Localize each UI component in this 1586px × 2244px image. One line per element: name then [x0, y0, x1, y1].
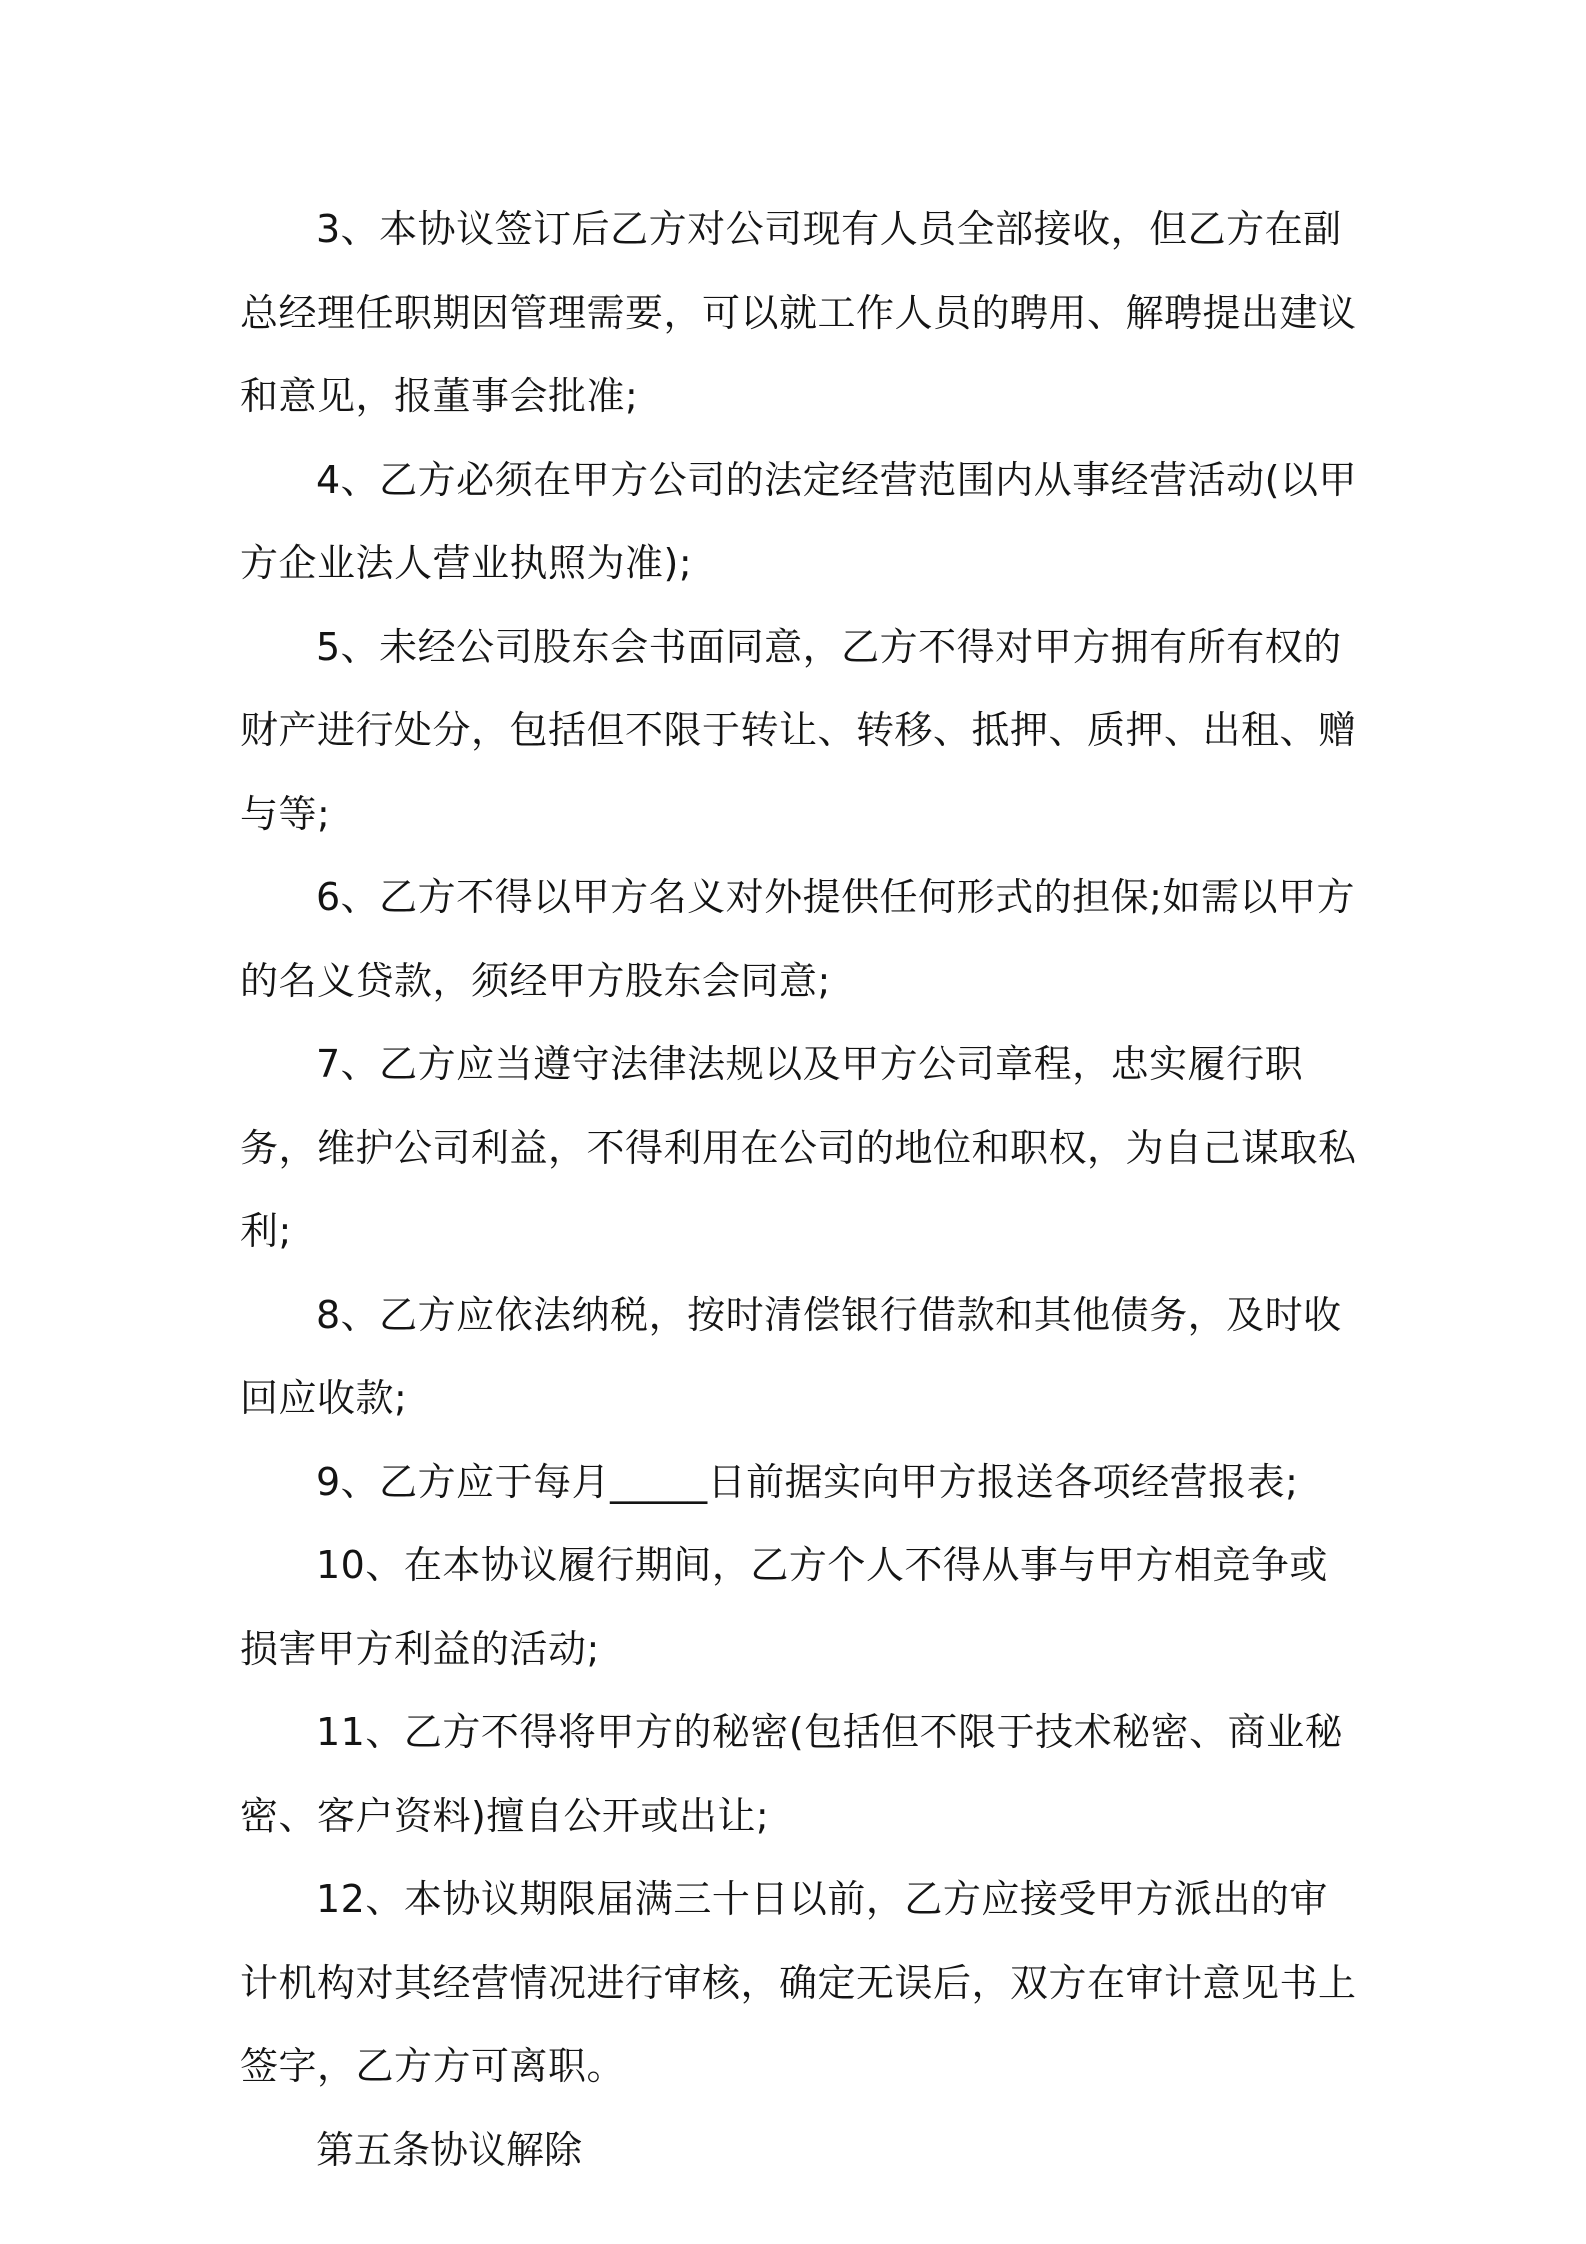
clause-3: 3、本协议签订后乙方对公司现有人员全部接收，但乙方在副总经理任职期因管理需要，可以就工作人员的聘用、解聘提出建议和意见，报董事会批准; [240, 207, 1357, 418]
clause-5: 5、未经公司股东会书面同意，乙方不得对甲方拥有所有权的财产进行处分，包括但不限于转让、转移、抵押、质押、出租、赠与等; [240, 624, 1357, 836]
clause-7: 7、乙方应当遵守法律法规以及甲方公司章程，忠实履行职务，维护公司利益，不得利用在公司的地位和职权，为自己谋取私利; [240, 1042, 1357, 1253]
clause-10: 10、在本协议履行期间，乙方个人不得从事与甲方相竞争或损害甲方利益的活动; [240, 1543, 1328, 1671]
clause-12: 12、本协议期限届满三十日以前，乙方应接受甲方派出的审计机构对其经营情况进行审核，确定无误后，双方在审计意见书上签字，乙方方可离职。 [240, 1877, 1357, 2088]
section-heading: 第五条协议解除 [316, 2127, 583, 2172]
clause-8: 8、乙方应依法纳税，按时清偿银行借款和其他债务，及时收回应收款; [240, 1292, 1342, 1420]
clause-6: 6、乙方不得以甲方名义对外提供任何形式的担保;如需以甲方的名义贷款，须经甲方股东会同意; [240, 875, 1355, 1003]
clause-9: 9、乙方应于每月_____日前据实向甲方报送各项经营报表; [316, 1459, 1299, 1504]
clause-11: 11、乙方不得将甲方的秘密(包括但不限于技术秘密、商业秘密、客户资料)擅自公开或出让; [240, 1710, 1344, 1838]
document-page [240, 188, 1360, 2192]
clause-4: 4、乙方必须在甲方公司的法定经营范围内从事经营活动(以甲方企业法人营业执照为准); [240, 457, 1358, 585]
